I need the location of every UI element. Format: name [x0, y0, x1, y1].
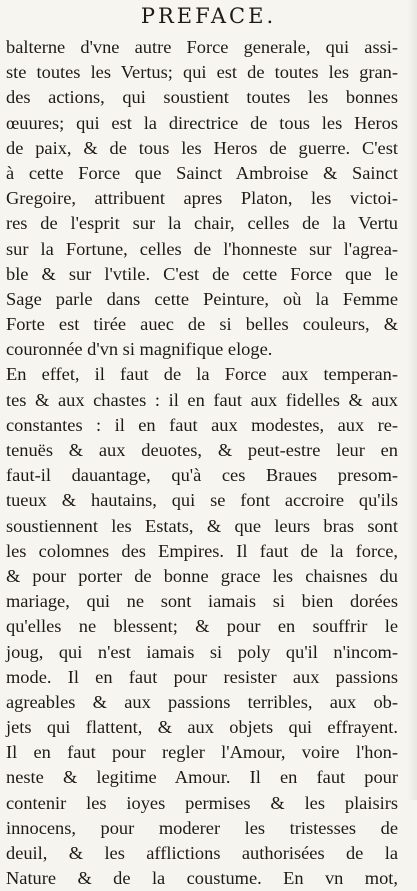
text-line: soustiennent les Estats, & que leurs bras sont	[6, 515, 398, 536]
text-line: En effet, il faut de la Force aux temperan-	[6, 364, 398, 385]
text-line: deuil, & les afflictions authorisées de la	[6, 843, 398, 863]
text-line: les colomnes des Empires. Il faut de la force,	[6, 540, 398, 561]
text-line: qu'elles ne blessent; & pour en souffrir le	[6, 616, 398, 637]
text-line: des actions, qui soustient toutes les bonnes	[6, 87, 398, 108]
text-line: à cette Force que Sainct Ambroise & Sainct	[6, 162, 398, 183]
text-line: tenuës & aux deuotes, & peut-estre leur en	[6, 440, 398, 460]
text-line: joug, qui n'est iamais si poly qu'il n'incom-	[6, 641, 398, 662]
text-line: balterne d'vne autre Force generale, qui assi-	[6, 37, 398, 57]
text-line: Nature & de la coustume. En vn mot,	[6, 868, 398, 889]
text-line: sur la Fortune, celles de l'honneste sur l'agrea-	[6, 238, 398, 259]
text-line: agreables & aux passions terribles, aux ob-	[6, 691, 398, 712]
text-line: de paix, & de tous les Heros de guerre. C'est	[6, 137, 398, 158]
text-line: contenir les ioyes permises & les plaisirs	[6, 792, 398, 813]
text-line: ble & sur l'vtile. C'est de cette Force que le	[6, 263, 398, 284]
text-line: Forte est tirée auec de si belles couleurs, &	[6, 314, 398, 335]
text-line: Il en faut pour regler l'Amour, voire l'hon-	[6, 742, 398, 763]
text-line: jets qui flattent, & aux objets qui effrayent.	[6, 717, 398, 738]
text-line: faut-il dauantage, qu'à ces Braues presom-	[6, 465, 398, 486]
body-text	[6, 35, 398, 891]
text-line: Sage parle dans cette Peinture, où la Femme	[6, 288, 398, 309]
text-line: Gregoire, attribuent apres Platon, les victoi-	[6, 188, 398, 209]
text-line: neste & legitime Amour. Il en faut pour	[6, 767, 398, 788]
text-line: & pour porter de bonne grace les chaisnes du	[6, 565, 398, 586]
text-line: res de l'esprit sur la chair, celles de la Vertu	[6, 213, 398, 234]
text-line: tes & aux chastes : il en faut aux fidelles & aux	[6, 389, 398, 410]
text-line: innocens, pour moderer les tristesses de	[6, 817, 398, 838]
text-line: mariage, qui ne sont iamais si bien dorées	[6, 591, 398, 612]
page-edge-shadow	[407, 0, 417, 800]
text-line: couronnée d'vn si magnifique eloge.	[6, 339, 273, 360]
text-line: ste toutes les Vertus; qui est de toutes les gran-	[6, 62, 398, 83]
text-line: tueux & hautains, qui se font accroire qu'ils	[6, 490, 398, 511]
running-header: PREFACE.	[140, 4, 277, 28]
text-line: œuures; qui est la directrice de tous les Heros	[6, 112, 398, 133]
text-line: mode. Il en faut pour resister aux passions	[6, 666, 398, 687]
text-line: constantes : il en faut aux modestes, aux re-	[6, 414, 398, 435]
